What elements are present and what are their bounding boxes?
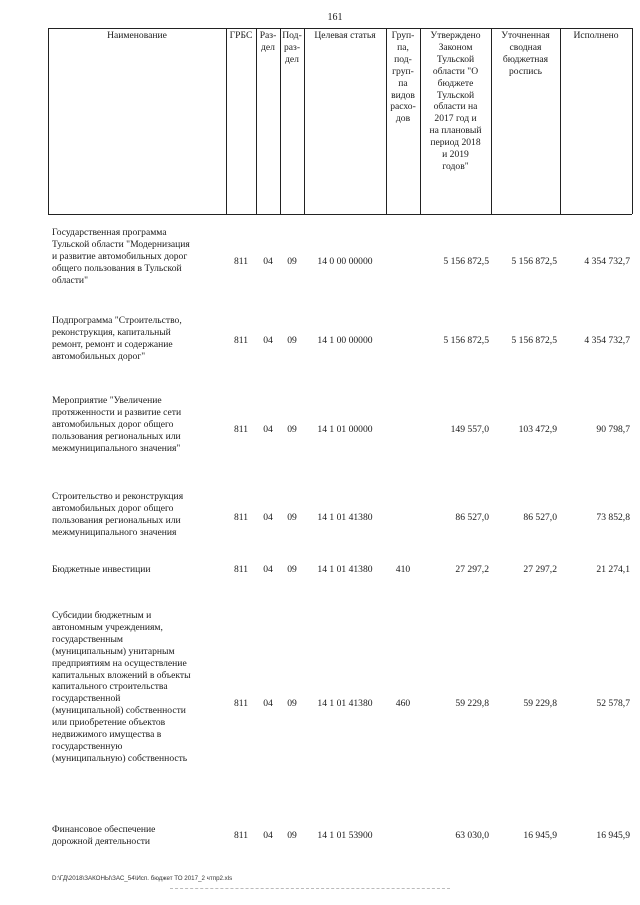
table-top-border bbox=[48, 28, 632, 29]
row-utochnennaya: 16 945,9 bbox=[523, 830, 557, 841]
row-name: Субсидии бюджетным и автономным учреждениям, государственным (муниципальным) унитарным предприятиям на осуществление капитальных вложений в объекты капитального строительства государственной (муниципальной) собственности или приобретение объектов недвижимого имущества в государственную (муниципальную) собственность bbox=[52, 610, 191, 764]
row-utverzhdeno: 27 297,2 bbox=[455, 564, 489, 575]
row-ispolneno: 4 354 732,7 bbox=[584, 335, 630, 346]
row-grbs: 811 bbox=[233, 512, 249, 523]
col-divider bbox=[256, 28, 257, 214]
row-tselevaya-statya: 14 1 00 00000 bbox=[317, 335, 373, 346]
row-gruppa: 460 bbox=[395, 698, 411, 709]
row-ispolneno: 21 274,1 bbox=[596, 564, 630, 575]
row-podrazdel: 09 bbox=[287, 830, 297, 841]
header-podrazdel: Под- раз- дел bbox=[282, 30, 302, 65]
header-tselevaya-statya: Целевая статья bbox=[314, 30, 376, 41]
row-utochnennaya: 103 472,9 bbox=[518, 424, 557, 435]
col-divider bbox=[226, 28, 227, 214]
row-ispolneno: 52 578,7 bbox=[596, 698, 630, 709]
header-ispolneno: Исполнено bbox=[573, 30, 619, 41]
row-name: Строительство и реконструкция автомобильных дорог общего пользования региональных или межмуниципального значения bbox=[52, 491, 184, 538]
row-tselevaya-statya: 14 1 01 41380 bbox=[317, 698, 373, 709]
row-name: Мероприятие "Увеличение протяженности и развитие сети автомобильных дорог общего пользования региональных или межмуниципального значения" bbox=[52, 395, 182, 454]
header-grbs: ГРБС bbox=[229, 30, 253, 41]
header-razdel: Раз- дел bbox=[259, 30, 277, 53]
row-grbs: 811 bbox=[233, 335, 249, 346]
row-utverzhdeno: 86 527,0 bbox=[455, 512, 489, 523]
row-ispolneno: 90 798,7 bbox=[596, 424, 630, 435]
row-ispolneno: 73 852,8 bbox=[596, 512, 630, 523]
row-grbs: 811 bbox=[233, 564, 249, 575]
row-razdel: 04 bbox=[263, 830, 273, 841]
header-gruppa: Груп- па, под- груп- па видов расхо- дов bbox=[390, 30, 416, 125]
row-tselevaya-statya: 14 0 00 00000 bbox=[317, 256, 373, 267]
row-name: Финансовое обеспечение дорожной деятельности bbox=[52, 824, 156, 847]
row-tselevaya-statya: 14 1 01 53900 bbox=[317, 830, 373, 841]
scan-artifact bbox=[170, 888, 450, 891]
row-utverzhdeno: 59 229,8 bbox=[455, 698, 489, 709]
row-tselevaya-statya: 14 1 01 41380 bbox=[317, 512, 373, 523]
footer-file-path: D:\ГД\2018\ЗАКОНЫ\ЗАС_54\Исп. бюджет ТО 2017_2 чтпр2.xls bbox=[52, 875, 233, 882]
header-utverzhdeno: Утверждено Законом Тульской области "О бюджете Тульской области на 2017 год и на плановый период 2018 и 2019 годов" bbox=[429, 30, 482, 172]
row-razdel: 04 bbox=[263, 335, 273, 346]
row-ispolneno: 16 945,9 bbox=[596, 830, 630, 841]
row-podrazdel: 09 bbox=[287, 564, 297, 575]
col-divider bbox=[304, 28, 305, 214]
row-tselevaya-statya: 14 1 01 00000 bbox=[317, 424, 373, 435]
row-razdel: 04 bbox=[263, 424, 273, 435]
row-razdel: 04 bbox=[263, 512, 273, 523]
row-grbs: 811 bbox=[233, 256, 249, 267]
row-utverzhdeno: 149 557,0 bbox=[450, 424, 489, 435]
header-utochnennaya: Уточненная сводная бюджетная роспись bbox=[501, 30, 550, 77]
row-utverzhdeno: 63 030,0 bbox=[455, 830, 489, 841]
row-razdel: 04 bbox=[263, 564, 273, 575]
row-grbs: 811 bbox=[233, 830, 249, 841]
row-razdel: 04 bbox=[263, 698, 273, 709]
row-utverzhdeno: 5 156 872,5 bbox=[443, 335, 489, 346]
row-razdel: 04 bbox=[263, 256, 273, 267]
row-gruppa: 410 bbox=[395, 564, 411, 575]
row-name: Подпрограмма "Строительство, реконструкция, капитальный ремонт, ремонт и содержание автомобильных дорог" bbox=[52, 315, 182, 362]
row-grbs: 811 bbox=[233, 424, 249, 435]
row-podrazdel: 09 bbox=[287, 256, 297, 267]
row-name: Бюджетные инвестиции bbox=[52, 564, 151, 575]
col-divider bbox=[560, 28, 561, 214]
row-utochnennaya: 59 229,8 bbox=[523, 698, 557, 709]
row-utochnennaya: 5 156 872,5 bbox=[511, 335, 557, 346]
row-utochnennaya: 86 527,0 bbox=[523, 512, 557, 523]
row-podrazdel: 09 bbox=[287, 698, 297, 709]
header-name: Наименование bbox=[107, 30, 167, 41]
row-ispolneno: 4 354 732,7 bbox=[584, 256, 630, 267]
row-utverzhdeno: 5 156 872,5 bbox=[443, 256, 489, 267]
row-podrazdel: 09 bbox=[287, 512, 297, 523]
row-grbs: 811 bbox=[233, 698, 249, 709]
col-divider bbox=[48, 28, 49, 214]
row-podrazdel: 09 bbox=[287, 335, 297, 346]
header-bottom-border bbox=[48, 214, 632, 215]
col-divider bbox=[632, 28, 633, 214]
page-number: 161 bbox=[327, 12, 343, 23]
row-tselevaya-statya: 14 1 01 41380 bbox=[317, 564, 373, 575]
row-name: Государственная программа Тульской области "Модернизация и развитие автомобильных дорог общего пользования в Тульской области" bbox=[52, 227, 190, 286]
row-utochnennaya: 5 156 872,5 bbox=[511, 256, 557, 267]
row-podrazdel: 09 bbox=[287, 424, 297, 435]
row-utochnennaya: 27 297,2 bbox=[523, 564, 557, 575]
